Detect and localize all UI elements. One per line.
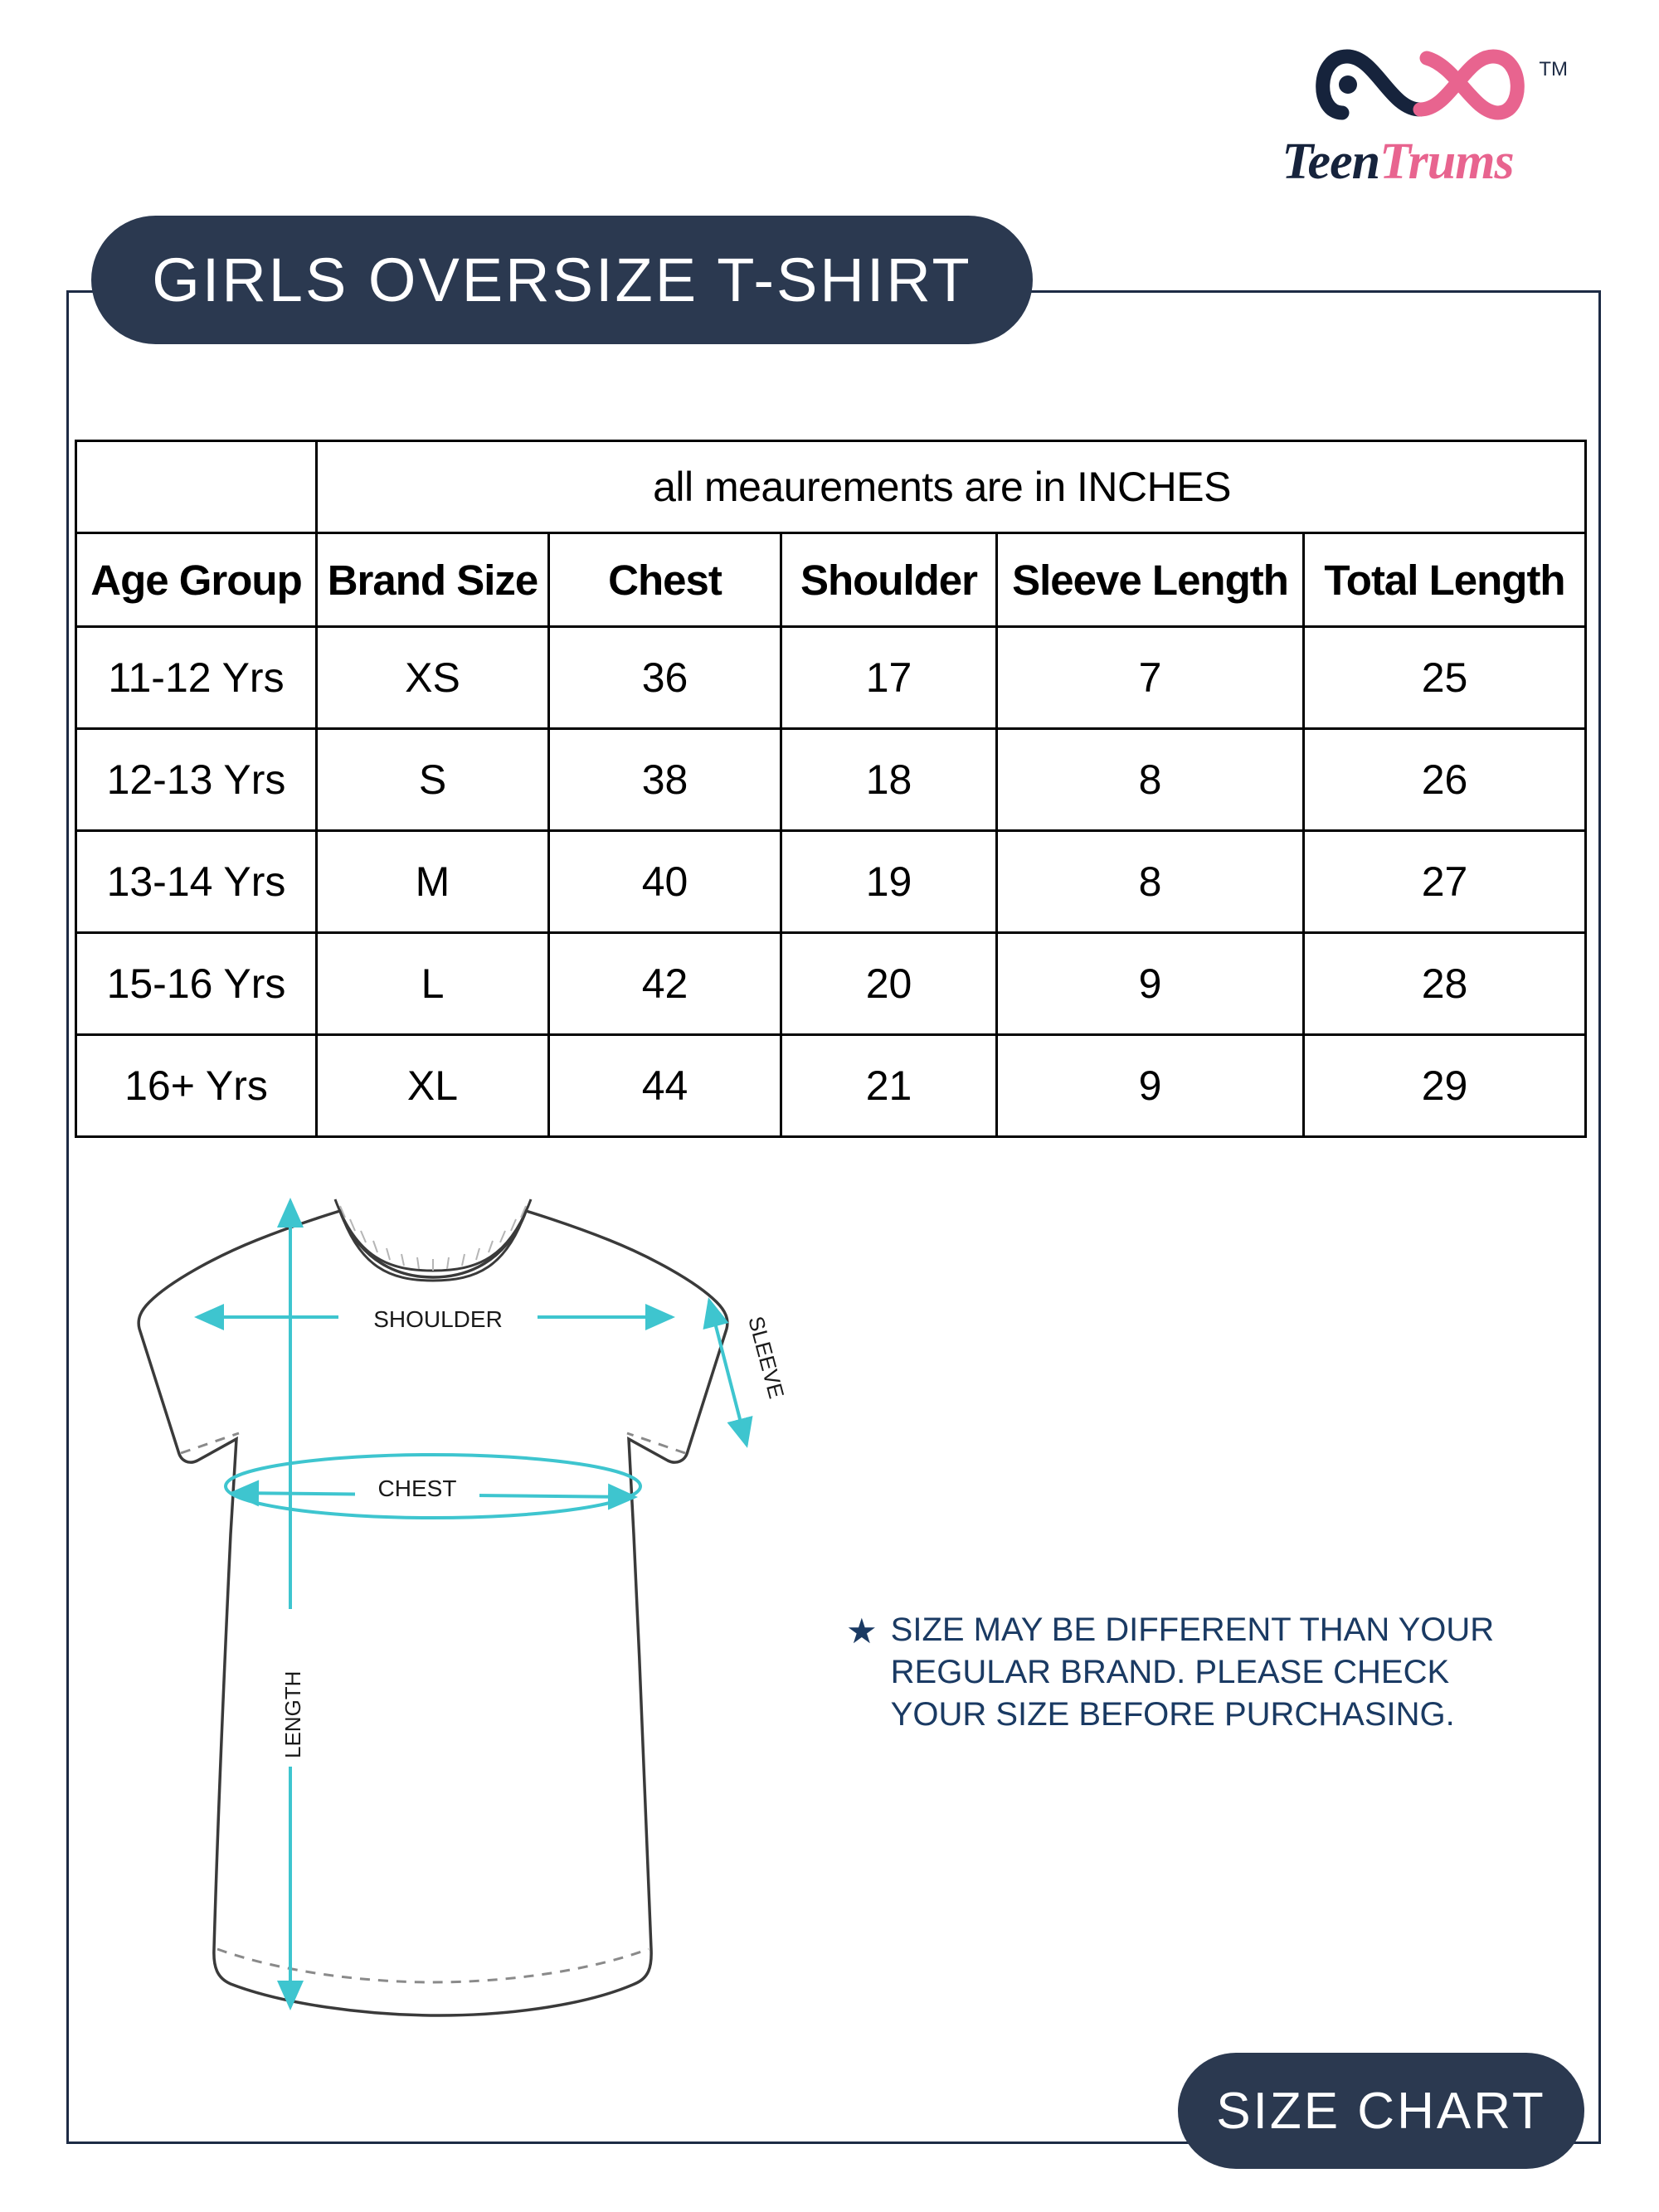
table-row (76, 1035, 1586, 1137)
cell-brand-size: XS (317, 627, 549, 729)
cell-sleeve-length: 8 (997, 729, 1304, 831)
label-shoulder: SHOULDER (373, 1306, 503, 1332)
label-sleeve: SLEEVE (743, 1313, 790, 1402)
infinity-loop-logo-icon (1311, 33, 1543, 133)
cell-chest: 36 (549, 627, 781, 729)
table-row (76, 627, 1586, 729)
star-icon: ★ (846, 1612, 878, 1650)
cell-shoulder: 18 (781, 729, 997, 831)
size-chart-badge (1178, 2053, 1584, 2169)
cell-shoulder: 17 (781, 627, 997, 729)
cell-total-length: 28 (1304, 933, 1586, 1035)
cell-brand-size: XL (317, 1035, 549, 1137)
cell-age-group: 11-12 Yrs (76, 627, 317, 729)
cell-sleeve-length: 7 (997, 627, 1304, 729)
units-blank-cell (76, 441, 317, 533)
brand-wordmark (1224, 133, 1572, 192)
table-row (76, 933, 1586, 1035)
column-header-sleeve-length: Sleeve Length (997, 533, 1304, 627)
cell-age-group: 13-14 Yrs (76, 831, 317, 933)
label-chest: CHEST (377, 1475, 457, 1501)
cell-brand-size: L (317, 933, 549, 1035)
cell-chest: 38 (549, 729, 781, 831)
cell-age-group: 12-13 Yrs (76, 729, 317, 831)
tshirt-measurement-diagram (91, 1178, 871, 2057)
column-header-age-group: Age Group (76, 533, 317, 627)
cell-sleeve-length: 9 (997, 933, 1304, 1035)
units-row (76, 441, 1586, 533)
cell-total-length: 27 (1304, 831, 1586, 933)
size-chart-badge-text: SIZE CHART (1216, 2082, 1546, 2140)
size-warning-text: SIZE MAY BE DIFFERENT THAN YOUR REGULAR BRAND. PLEASE CHECK YOUR SIZE BEFORE PURCHASING. (890, 1612, 1495, 1733)
cell-brand-size: S (317, 729, 549, 831)
cell-brand-size: M (317, 831, 549, 933)
cell-shoulder: 20 (781, 933, 997, 1035)
cell-total-length: 26 (1304, 729, 1586, 831)
size-table (75, 440, 1587, 1138)
table-row (76, 729, 1586, 831)
column-header-chest: Chest (549, 533, 781, 627)
column-header-brand-size: Brand Size (317, 533, 549, 627)
page-title-text: GIRLS OVERSIZE T-SHIRT (152, 246, 972, 314)
cell-sleeve-length: 9 (997, 1035, 1304, 1137)
size-warning-note (846, 1609, 1535, 1737)
column-header-shoulder: Shoulder (781, 533, 997, 627)
table-header-row (76, 533, 1586, 627)
cell-age-group: 15-16 Yrs (76, 933, 317, 1035)
cell-shoulder: 21 (781, 1035, 997, 1137)
cell-shoulder: 19 (781, 831, 997, 933)
column-header-total-length: Total Length (1304, 533, 1586, 627)
units-note: all meaurements are in INCHES (317, 441, 1586, 533)
cell-chest: 40 (549, 831, 781, 933)
cell-chest: 42 (549, 933, 781, 1035)
cell-sleeve-length: 8 (997, 831, 1304, 933)
cell-total-length: 29 (1304, 1035, 1586, 1137)
page-title (91, 216, 1033, 344)
brand-name-part1: Teen (1282, 134, 1380, 190)
label-length: LENGTH (280, 1670, 305, 1758)
cell-total-length: 25 (1304, 627, 1586, 729)
brand-logo (1224, 33, 1572, 224)
cell-age-group: 16+ Yrs (76, 1035, 317, 1137)
cell-chest: 44 (549, 1035, 781, 1137)
trademark-symbol: TM (1539, 58, 1568, 80)
brand-name-part2: Trums (1379, 134, 1514, 190)
table-row (76, 831, 1586, 933)
size-table-container (75, 440, 1584, 1138)
